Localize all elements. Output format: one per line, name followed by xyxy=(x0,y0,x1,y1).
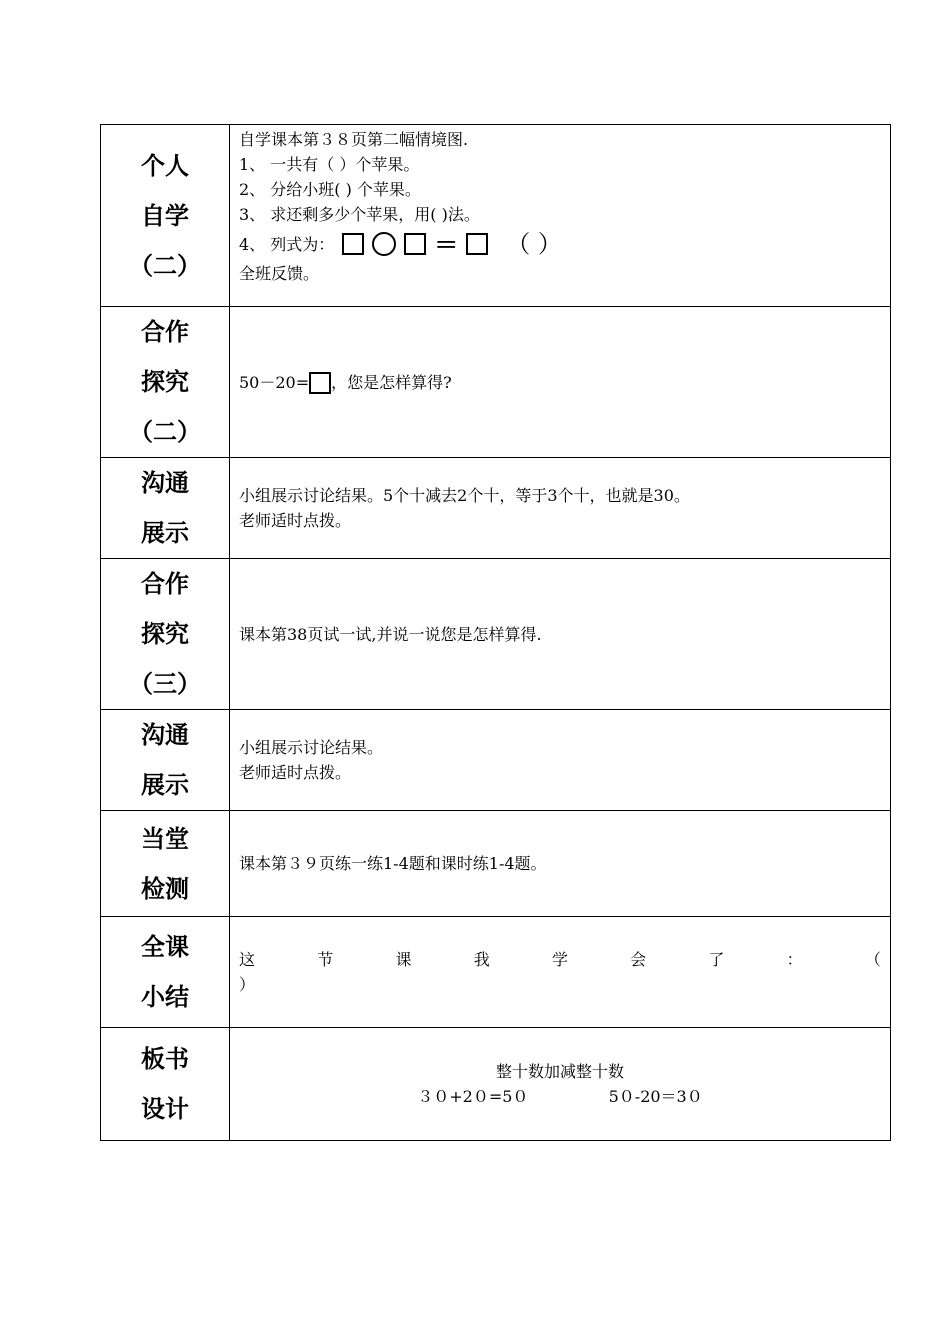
label-line: （二） xyxy=(129,251,201,280)
label-line: 当堂 xyxy=(141,824,189,853)
summary-char: 节 xyxy=(317,950,334,969)
label-line: 探究 xyxy=(141,620,189,648)
label-line: 检测 xyxy=(141,874,189,903)
row-share-2 xyxy=(101,710,891,811)
text-line: 2、 分给小班( ) 个苹果。 xyxy=(239,180,421,199)
text-line: 小组展示讨论结果。 xyxy=(239,738,384,757)
blank-square-icon xyxy=(404,233,426,255)
row-check xyxy=(101,811,891,917)
text-line: 1、 一共有（ ）个苹果。 xyxy=(239,155,420,174)
board-title: 整十数加减整十数 xyxy=(495,1062,624,1081)
row-label xyxy=(101,917,230,1028)
label-line: （二） xyxy=(129,418,201,446)
text-line: 课本第３９页练一练1-4题和课时练1-4题。 xyxy=(239,854,547,873)
row-label xyxy=(101,811,230,917)
text-line: 老师适时点拨。 xyxy=(239,511,352,530)
text-line: 全班反馈。 xyxy=(239,264,320,283)
equals-sign-icon: ＝ xyxy=(434,229,459,259)
summary-char: 会 xyxy=(630,950,647,969)
label-line: 合作 xyxy=(141,570,189,598)
blank-square-icon xyxy=(466,233,488,255)
summary-char: 这 xyxy=(239,950,256,969)
label-line: （三） xyxy=(129,670,201,698)
summary-char: 学 xyxy=(551,950,568,969)
label-line: 沟通 xyxy=(141,469,189,497)
expression-prefix: 50－20= xyxy=(239,372,310,392)
row-label xyxy=(101,559,230,710)
blank-circle-icon xyxy=(372,232,396,256)
row-content xyxy=(230,1028,891,1141)
label-line: 展示 xyxy=(141,771,189,799)
text-line: 小组展示讨论结果。5个十减去2个十，等于3个十，也就是30。 xyxy=(239,486,690,505)
row-self-study-2 xyxy=(101,125,891,307)
lesson-table xyxy=(100,124,891,1141)
equation-subtract: 5０-20＝3０ xyxy=(608,1087,703,1106)
board-equations xyxy=(239,1084,881,1109)
label-line: 展示 xyxy=(141,519,189,547)
summary-char: （ xyxy=(864,950,881,969)
answer-square-icon xyxy=(309,372,331,394)
label-line: 自学 xyxy=(141,201,189,230)
row-content xyxy=(230,811,891,917)
row-content xyxy=(230,917,891,1028)
row-label xyxy=(101,1028,230,1141)
blank-square-icon xyxy=(342,233,364,255)
row-content xyxy=(230,710,891,811)
equation-add: ３０+2０=5０ xyxy=(417,1087,529,1106)
row-label xyxy=(101,125,230,307)
formula-label: 4、 列式为： xyxy=(239,234,335,254)
summary-char: ： xyxy=(786,950,803,969)
formula-template xyxy=(239,227,881,261)
summary-char: 课 xyxy=(395,950,412,969)
label-line: 探究 xyxy=(141,368,189,396)
label-line: 小结 xyxy=(141,983,189,1011)
row-label xyxy=(101,710,230,811)
row-content xyxy=(230,125,891,307)
row-label xyxy=(101,307,230,458)
expression-suffix: ，您是怎样算得? xyxy=(331,372,452,392)
summary-char: 了 xyxy=(708,950,725,969)
text-line: 课本第38页试一试,并说一说您是怎样算得. xyxy=(239,624,542,644)
unit-paren: （ ） xyxy=(506,229,562,258)
row-label xyxy=(101,458,230,559)
label-line: 设计 xyxy=(141,1095,189,1123)
summary-char: 我 xyxy=(473,950,490,969)
row-content xyxy=(230,559,891,710)
row-content xyxy=(230,307,891,458)
text-line: 老师适时点拨。 xyxy=(239,763,352,782)
row-summary xyxy=(101,917,891,1028)
text-line: 自学课本第３８页第二幅情境图. xyxy=(239,130,469,149)
text-line: 3、 求还剩多少个苹果，用( )法。 xyxy=(239,205,480,224)
label-line: 个人 xyxy=(141,151,189,180)
label-line: 板书 xyxy=(141,1045,189,1073)
label-line: 合作 xyxy=(141,318,189,346)
row-share-1 xyxy=(101,458,891,559)
row-board-design xyxy=(101,1028,891,1141)
label-line: 沟通 xyxy=(141,721,189,749)
summary-close-paren: ） xyxy=(239,975,256,994)
summary-line xyxy=(239,947,881,972)
row-cooperate-3 xyxy=(101,559,891,710)
row-cooperate-2 xyxy=(101,307,891,458)
label-line: 全课 xyxy=(141,933,189,961)
row-content xyxy=(230,458,891,559)
